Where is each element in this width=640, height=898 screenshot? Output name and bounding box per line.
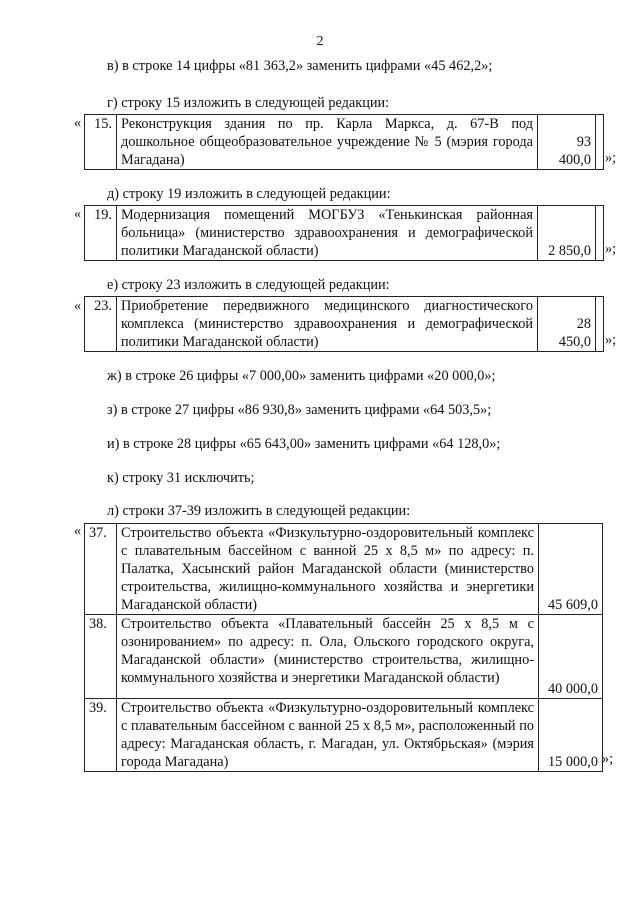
row-value: 2 850,0 bbox=[538, 206, 596, 261]
open-quote: « bbox=[74, 298, 82, 314]
row-value: 28 450,0 bbox=[538, 297, 596, 352]
paragraph-zh: ж) в строке 26 цифры «7 000,00» заменить цифрами «20 000,0»; bbox=[107, 368, 496, 384]
paragraph-g: г) строку 15 изложить в следующей редакции: bbox=[107, 95, 390, 111]
row-number: 37. bbox=[85, 524, 117, 615]
row-number: 38. bbox=[85, 615, 117, 699]
row-number: 39. bbox=[85, 699, 117, 772]
row-number: 15. bbox=[85, 115, 117, 170]
table-row-15 bbox=[84, 114, 604, 170]
paragraph-v: в) в строке 14 цифры «81 363,2» заменить цифрами «45 462,2»; bbox=[107, 58, 493, 74]
row-text: Модернизация помещений МОГБУЗ «Тенькинская районная больница» (министерство здравоохранения и демографической политики Магаданской области) bbox=[117, 206, 538, 261]
empty-cell bbox=[596, 297, 604, 352]
row-text: Приобретение передвижного медицинского диагностического комплекса (министерство здравоохранения и демографической политики Магаданской области) bbox=[117, 297, 538, 352]
row-value: 15 000,0 bbox=[539, 699, 603, 772]
open-quote: « bbox=[74, 206, 82, 222]
paragraph-l: л) строки 37-39 изложить в следующей редакции: bbox=[107, 503, 411, 519]
close-quote: »; bbox=[605, 332, 617, 348]
empty-cell bbox=[596, 206, 604, 261]
table-rows-37-39 bbox=[84, 523, 603, 772]
close-quote: »; bbox=[605, 150, 617, 166]
close-quote: »; bbox=[602, 751, 614, 767]
row-number: 23. bbox=[85, 297, 117, 352]
row-value: 93 400,0 bbox=[538, 115, 596, 170]
open-quote: « bbox=[74, 115, 82, 131]
close-quote: »; bbox=[605, 241, 617, 257]
row-value: 40 000,0 bbox=[539, 615, 603, 699]
page-number: 2 bbox=[316, 34, 324, 49]
paragraph-z: з) в строке 27 цифры «86 930,8» заменить цифрами «64 503,5»; bbox=[107, 402, 492, 418]
table-row bbox=[85, 615, 603, 699]
table-row bbox=[85, 524, 603, 615]
table-row bbox=[85, 699, 603, 772]
paragraph-k: к) строку 31 исключить; bbox=[107, 470, 255, 486]
paragraph-e: е) строку 23 изложить в следующей редакции: bbox=[107, 277, 390, 293]
paragraph-d: д) строку 19 изложить в следующей редакции: bbox=[107, 186, 391, 202]
paragraph-i: и) в строке 28 цифры «65 643,00» заменить цифрами «64 128,0»; bbox=[107, 436, 501, 452]
row-text: Строительство объекта «Физкультурно-оздоровительный комплекс с плавательным бассейном с ванной 25 х 8,5 м» по адресу: п. Палатка, Хасынский район Магаданской области (министерство строительства, жилищно-коммунального хозяйства и энергетики Магаданской области) bbox=[117, 524, 539, 615]
row-number: 19. bbox=[85, 206, 117, 261]
empty-cell bbox=[596, 115, 604, 170]
open-quote: « bbox=[74, 523, 82, 539]
row-value: 45 609,0 bbox=[539, 524, 603, 615]
table-row-23 bbox=[84, 296, 604, 352]
table-row-19 bbox=[84, 205, 604, 261]
row-text: Строительство объекта «Физкультурно-оздоровительный комплекс с плавательным бассейном с ванной 25 х 8,5 м», расположенный по адресу: Магаданская область, г. Магадан, ул. Октябрьская» (мэрия города Магадана) bbox=[117, 699, 539, 772]
row-text: Строительство объекта «Плавательный бассейн 25 х 8,5 м с озонированием» по адресу: п. Ола, Ольского городского округа, Магаданской области» (министерство строительства, жилищно-коммунального хозяйства и энергетики Магаданской области) bbox=[117, 615, 539, 699]
row-text: Реконструкция здания по пр. Карла Маркса, д. 67-В под дошкольное общеобразовательное учреждение № 5 (мэрия города Магадана) bbox=[117, 115, 538, 170]
